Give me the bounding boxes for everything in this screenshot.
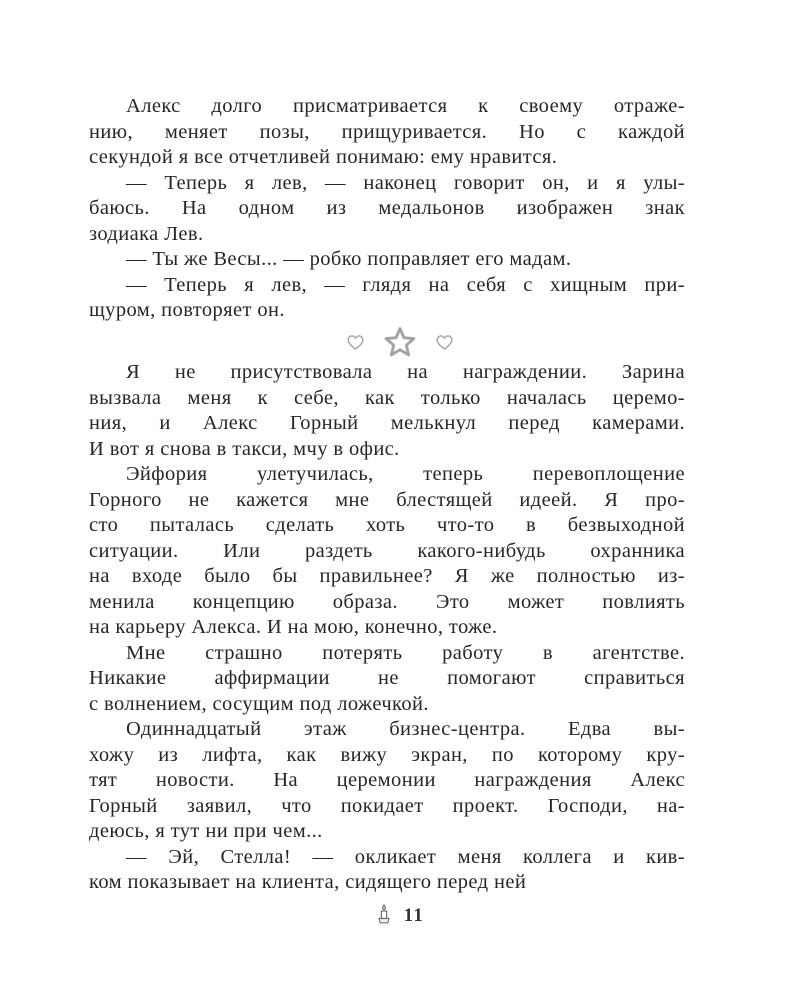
text-line: вызвала меня к себе, как только началась церемо- bbox=[89, 386, 685, 409]
text-line: Одиннадцатый этаж бизнес-центра. Едва вы- bbox=[126, 718, 685, 740]
text-line: на входе было бы правильнее? Я же полностью из- bbox=[89, 565, 685, 587]
text-line: деюсь, я тут ни при чем... bbox=[89, 820, 323, 842]
paragraph bbox=[89, 171, 685, 248]
text-line: нию, меняет позы, прищуривается. Но с каждой bbox=[89, 120, 685, 143]
text-line: с волнением, сосущим под ложечкой. bbox=[89, 692, 429, 715]
text-line: ситуации. Или раздеть какого-нибудь охранника bbox=[89, 539, 685, 562]
text-line: — Теперь я лев, — наконец говорит он, и я улы- bbox=[126, 171, 685, 194]
text-line: менила концепцию образа. Это может повлиять bbox=[89, 590, 685, 613]
paragraph bbox=[89, 717, 685, 845]
text-line: Эйфория улетучилась, теперь перевоплощение bbox=[126, 463, 685, 485]
text-line: Алекс долго присматривается к своему отраже- bbox=[126, 95, 685, 117]
paragraph bbox=[89, 462, 685, 641]
heart-icon bbox=[346, 334, 365, 351]
paragraph bbox=[89, 845, 685, 896]
text-line: зодиака Лев. bbox=[89, 222, 204, 245]
text-line: И вот я снова в такси, мчу в офис. bbox=[89, 437, 400, 460]
text-line: ния, и Алекс Горный мелькнул перед камерами. bbox=[89, 412, 685, 434]
text-line: щуром, повторяет он. bbox=[89, 299, 285, 321]
paragraph bbox=[89, 94, 685, 171]
section-divider bbox=[0, 323, 800, 361]
paragraph bbox=[89, 247, 685, 273]
text-line: ком показывает на клиента, сидящего перед ней bbox=[89, 871, 527, 893]
page-number: 11 bbox=[403, 905, 425, 926]
text-line: секундой я все отчетливей понимаю: ему нравится. bbox=[89, 146, 558, 168]
text-line: — Ты же Весы... — робко поправляет его мадам. bbox=[126, 248, 572, 270]
text-line: сто пыталась сделать хоть что-то в безвыходной bbox=[89, 514, 685, 536]
text-line: на карьеру Алекса. И на мою, конечно, тоже. bbox=[89, 616, 498, 638]
paragraph bbox=[89, 641, 685, 718]
starfish-icon bbox=[383, 326, 417, 359]
text-line: Никакие аффирмации не помогают справиться bbox=[89, 667, 685, 689]
paragraph bbox=[89, 360, 685, 462]
text-line: Горного не кажется мне блестящей идеей. Я про- bbox=[89, 488, 685, 511]
text-line: Мне страшно потерять работу в агентстве. bbox=[126, 641, 685, 664]
text-line: — Эй, Стелла! — окликает меня коллега и кив- bbox=[126, 845, 685, 868]
page-footer bbox=[0, 901, 800, 931]
text-line: баюсь. На одном из медальонов изображен знак bbox=[89, 197, 685, 219]
text-section-top bbox=[89, 94, 685, 324]
text-line: — Теперь я лев, — глядя на себя с хищным при- bbox=[126, 273, 685, 296]
candle-icon bbox=[376, 904, 392, 929]
text-line: Я не присутствовала на награждении. Зарина bbox=[126, 361, 685, 383]
heart-icon bbox=[435, 334, 454, 351]
paragraph bbox=[89, 273, 685, 324]
text-section-bottom bbox=[89, 360, 685, 896]
text-line: хожу из лифта, как вижу экран, по которому кру- bbox=[89, 743, 685, 766]
text-line: Горный заявил, что покидает проект. Господи, на- bbox=[89, 794, 685, 817]
text-line: тят новости. На церемонии награждения Алекс bbox=[89, 769, 685, 791]
